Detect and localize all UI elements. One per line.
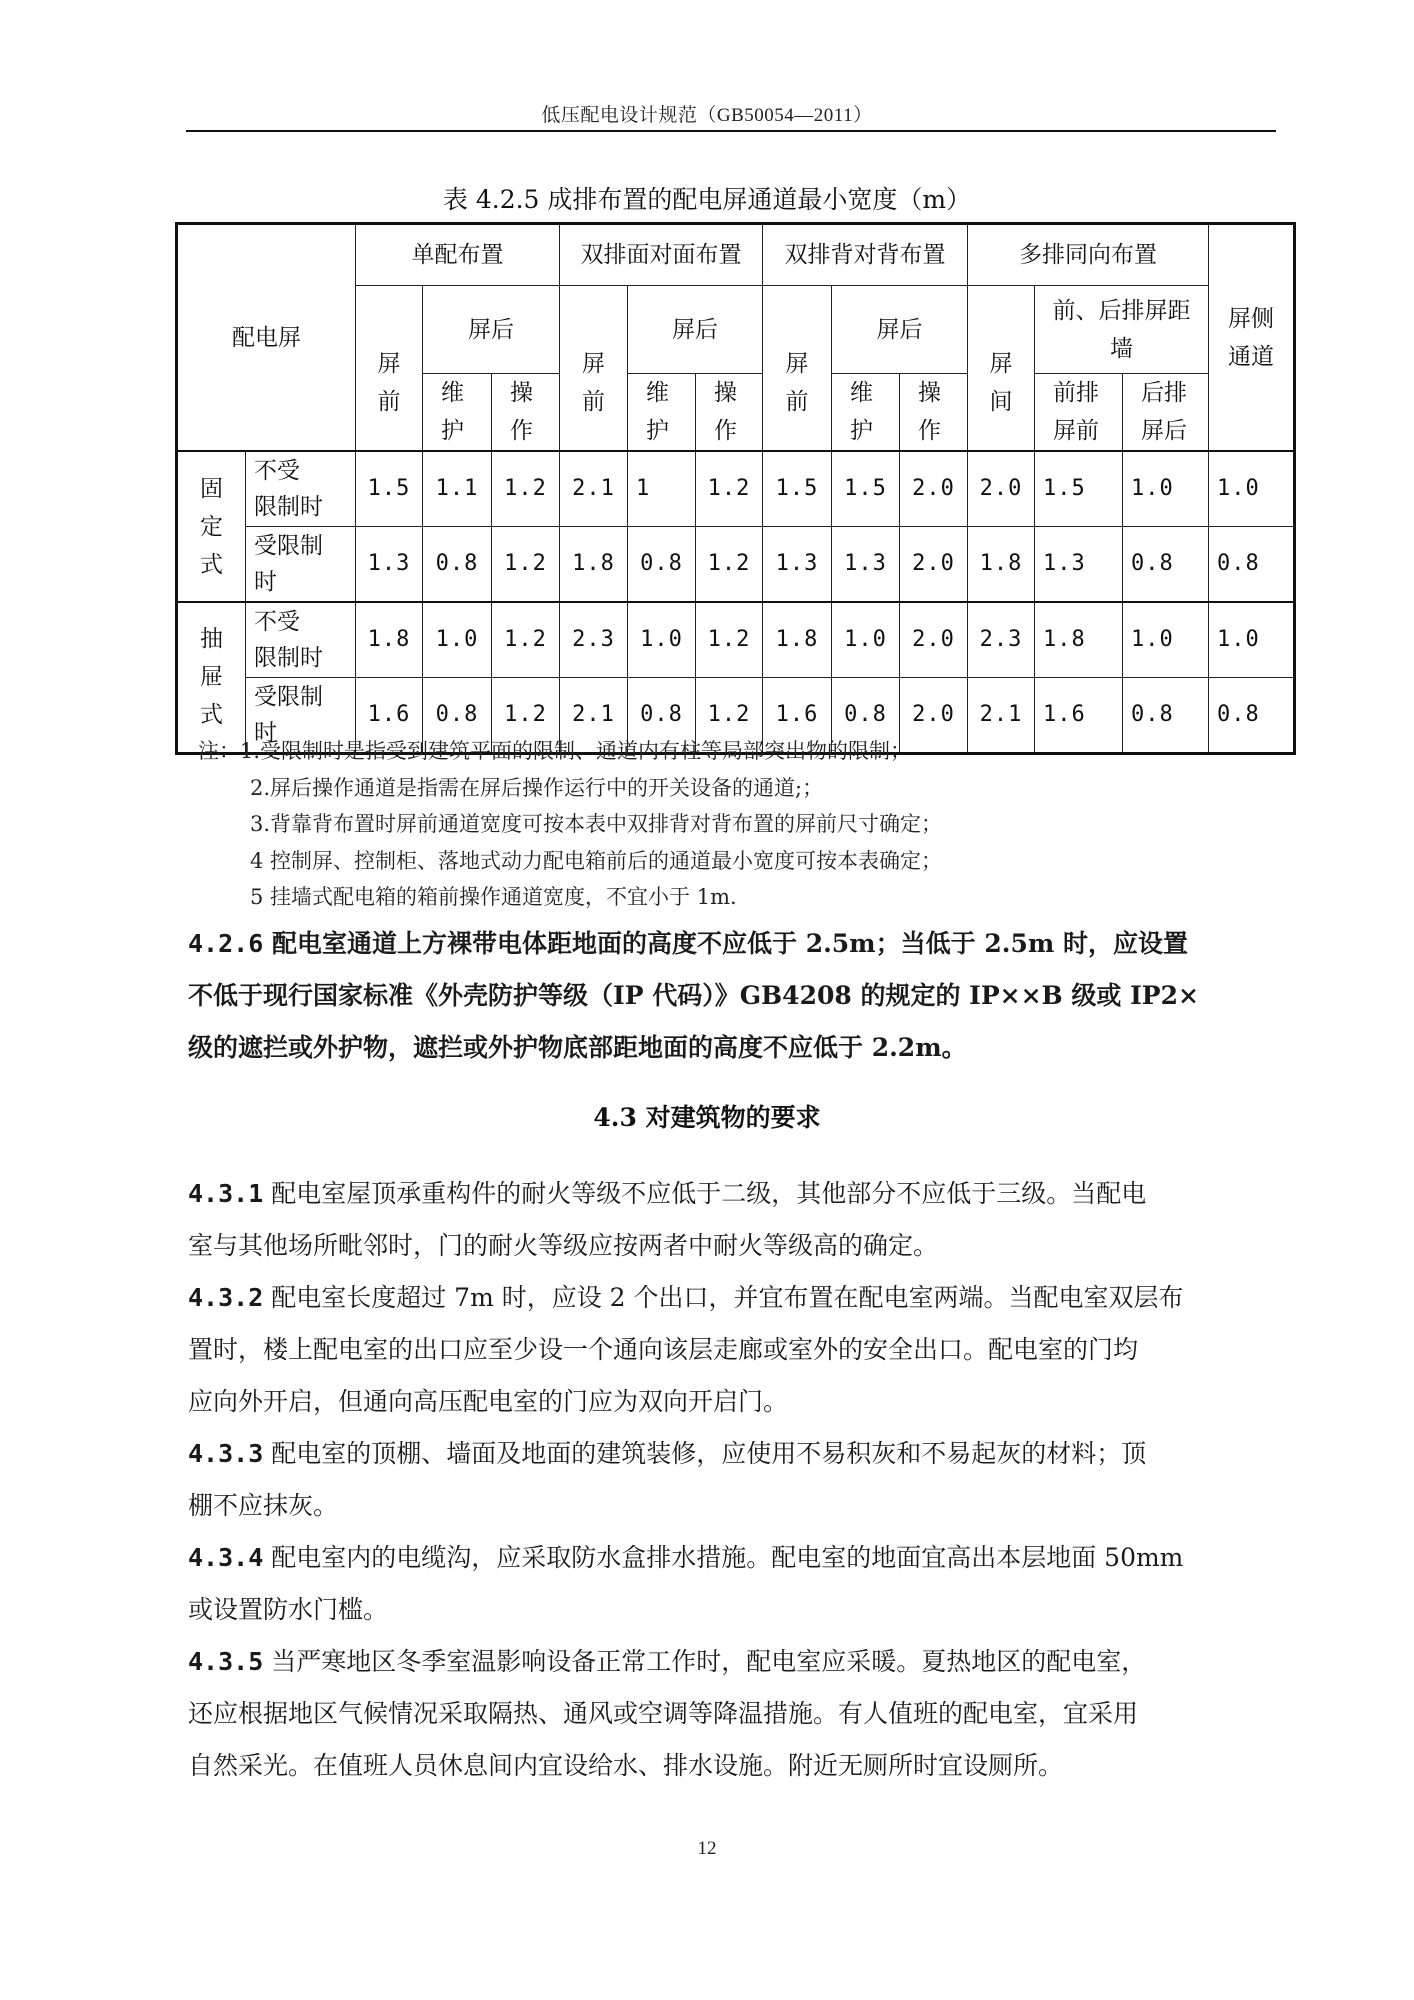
cell: 1.0 [832, 602, 900, 677]
clause-text: 配电室的顶棚、墙面及地面的建筑装修，应使用不易积灰和不易起灰的材料；顶 [271, 1439, 1147, 1468]
header-text: 作 [714, 418, 737, 444]
cell: 1.8 [356, 602, 423, 677]
cell: 0.8 [1123, 677, 1209, 753]
corner-label: 配电屏 [177, 224, 356, 452]
clause-number: 4.2.6 [188, 929, 264, 958]
cell: 1.8 [968, 526, 1035, 602]
table-row [177, 602, 1295, 677]
header-text: 操 [918, 380, 941, 406]
clause-4-2-6 [188, 918, 1278, 1074]
type-char: 固 [200, 475, 223, 502]
cell: 1.5 [356, 451, 423, 526]
clause-text: 配电室屋顶承重构件的耐火等级不应低于二级，其他部分不应低于三级。当配电 [271, 1179, 1147, 1208]
clause-line [188, 1532, 1278, 1584]
condition-text: 受限制 [254, 683, 323, 710]
between-screens-header [968, 286, 1035, 452]
cell: 1.0 [1209, 451, 1295, 526]
clause-line: 应向外开启，但通向高压配电室的门应为双向开启门。 [188, 1387, 789, 1416]
passage-width-table [175, 222, 1296, 755]
type-label-fixed [177, 451, 246, 602]
cell: 0.8 [1209, 677, 1295, 753]
header-text: 操 [510, 380, 533, 406]
group-header: 双排背对背布置 [763, 224, 968, 286]
cell: 0.8 [628, 526, 696, 602]
cell: 1.2 [696, 526, 763, 602]
cell: 1.6 [1035, 677, 1123, 753]
clause-number: 4.3.1 [188, 1179, 264, 1208]
condition-text: 不受 [254, 457, 300, 484]
cell: 2.0 [968, 451, 1035, 526]
clause-line: 自然采光。在值班人员休息间内宜设给水、排水设施。附近无厕所时宜设厕所。 [188, 1751, 1064, 1780]
clause-line: 不低于现行国家标准《外壳防护等级（IP 代码）》GB4208 的规定的 IP××B 级或 IP2× [188, 981, 1199, 1010]
clause-number: 4.3.3 [188, 1439, 264, 1468]
operation-header [492, 374, 560, 452]
note-text: 1.受限制时是指受到建筑平面的限制、通道内有柱等局部突出物的限制； [240, 739, 912, 763]
screen-front-header [560, 286, 628, 452]
cell: 0.8 [423, 677, 492, 753]
screen-front-header [356, 286, 423, 452]
clause-line: 或设置防水门槛。 [188, 1595, 389, 1624]
table-caption: 表 4.2.5 成排布置的配电屏通道最小宽度（m） [442, 185, 972, 214]
screen-front-header [763, 286, 832, 452]
screen-back-header: 屏后 [832, 286, 968, 374]
clause-line: 棚不应抹灰。 [188, 1491, 339, 1520]
type-char: 式 [200, 702, 223, 729]
rows-to-wall-header: 前、后排屏距墙 [1035, 286, 1209, 374]
table-row [177, 451, 1295, 526]
clause-line [188, 1272, 1278, 1324]
cell: 1.2 [696, 677, 763, 753]
cell: 2.0 [900, 677, 968, 753]
cell: 1.2 [492, 602, 560, 677]
condition-label [246, 451, 356, 526]
note-item: 2.屏后操作通道是指需在屏后操作运行中的开关设备的通道;； [250, 775, 824, 800]
header-text: 作 [918, 418, 941, 444]
table-notes [198, 733, 942, 916]
cell: 0.8 [1209, 526, 1295, 602]
clause-line [188, 1168, 1278, 1220]
cell: 1.0 [1123, 602, 1209, 677]
cell: 1.2 [696, 602, 763, 677]
type-label-drawer [177, 602, 246, 753]
cell: 1.8 [560, 526, 628, 602]
clause-number: 4.3.2 [188, 1283, 264, 1312]
cell: 1.6 [356, 677, 423, 753]
front-row-front-header [1035, 374, 1123, 452]
header-text: 屏 [377, 351, 401, 377]
cell: 1.8 [763, 602, 832, 677]
header-text: 屏 [582, 351, 605, 377]
condition-text: 限制时 [254, 644, 323, 671]
cell: 1.0 [1123, 451, 1209, 526]
cell: 1.2 [492, 451, 560, 526]
cell: 1.0 [423, 602, 492, 677]
type-char: 式 [200, 551, 223, 578]
header-rule [186, 130, 1276, 132]
header-text: 护 [646, 418, 669, 444]
group-header: 多排同向布置 [968, 224, 1209, 286]
clause-text: 配电室内的电缆沟，应采取防水盒排水措施。配电室的地面宜高出本层地面 50mm [271, 1543, 1184, 1572]
header-text: 通道 [1228, 343, 1275, 370]
group-header: 单配布置 [356, 224, 560, 286]
header-text: 护 [850, 418, 873, 444]
clause-number: 4.3.5 [188, 1647, 264, 1676]
clause-line [188, 918, 1278, 970]
cell: 1.5 [1035, 451, 1123, 526]
header-text: 屏 [989, 351, 1013, 377]
header-text: 操 [714, 380, 737, 406]
condition-text: 不受 [254, 608, 300, 635]
note-item: 5 挂墙式配电箱的箱前操作通道宽度，不宜小于 1m. [250, 885, 737, 909]
note-item: 3.背靠背布置时屏前通道宽度可按本表中双排背对背布置的屏前尺寸确定； [250, 812, 943, 836]
cell: 1 [628, 451, 696, 526]
clause-4-3-4 [188, 1532, 1278, 1636]
cell: 2.1 [560, 677, 628, 753]
type-char: 抽 [200, 626, 223, 653]
cell: 1.5 [763, 451, 832, 526]
clause-text: 配电室通道上方裸带电体距地面的高度不应低于 2.5m；当低于 2.5m 时，应设置 [271, 929, 1188, 958]
clause-4-3-2 [188, 1272, 1278, 1428]
header-text: 前 [785, 389, 809, 415]
clause-4-3-5 [188, 1636, 1278, 1792]
cell: 1.2 [492, 526, 560, 602]
condition-label [246, 526, 356, 602]
table-row [177, 526, 1295, 602]
cell: 2.1 [968, 677, 1035, 753]
cell: 0.8 [1123, 526, 1209, 602]
cell: 1.0 [628, 602, 696, 677]
cell: 1.3 [832, 526, 900, 602]
condition-text: 时 [254, 568, 277, 595]
header-text: 前 [377, 389, 401, 415]
header-text: 前排 [1053, 380, 1099, 406]
cell: 2.3 [968, 602, 1035, 677]
note-item: 4 控制屏、控制柜、落地式动力配电箱前后的通道最小宽度可按本表确定； [250, 848, 943, 873]
header-text: 维 [441, 380, 464, 406]
header-text: 维 [646, 380, 669, 406]
running-head: 低压配电设计规范（GB50054—2011） [541, 105, 873, 126]
header-text: 护 [441, 418, 464, 444]
header-text: 间 [989, 389, 1013, 415]
screen-back-header: 屏后 [423, 286, 560, 374]
clause-text: 配电室长度超过 7m 时，应设 2 个出口，并宜布置在配电室两端。当配电室双层布 [271, 1283, 1184, 1312]
cell: 2.0 [900, 526, 968, 602]
clause-line [188, 1636, 1278, 1688]
condition-label [246, 602, 356, 677]
maintenance-header [832, 374, 900, 452]
cell: 1.2 [492, 677, 560, 753]
operation-header [900, 374, 968, 452]
header-text: 后排 [1141, 380, 1187, 406]
header-row-groups [177, 224, 1295, 286]
clause-line: 室与其他场所毗邻时，门的耐火等级应按两者中耐火等级高的确定。 [188, 1231, 939, 1260]
clause-4-3-3 [188, 1428, 1278, 1532]
cell: 0.8 [423, 526, 492, 602]
cell: 1.6 [763, 677, 832, 753]
condition-text: 受限制 [254, 532, 323, 559]
header-text: 维 [850, 380, 873, 406]
clause-line: 置时，楼上配电室的出口应至少设一个通向该层走廊或室外的安全出口。配电室的门均 [188, 1335, 1139, 1364]
clause-number: 4.3.4 [188, 1543, 264, 1572]
type-char: 定 [200, 513, 223, 540]
header-text: 屏侧 [1228, 305, 1275, 332]
condition-text: 时 [254, 719, 277, 746]
cell: 2.3 [560, 602, 628, 677]
cell: 0.8 [628, 677, 696, 753]
header-text: 前 [582, 389, 605, 415]
side-passage-header [1209, 224, 1295, 452]
cell: 2.1 [560, 451, 628, 526]
type-char: 屉 [200, 664, 223, 691]
header-text: 屏前 [1053, 418, 1099, 444]
notes-prefix: 注： [198, 739, 240, 763]
cell: 1.3 [763, 526, 832, 602]
header-text: 作 [510, 418, 533, 444]
cell: 0.8 [832, 677, 900, 753]
cell: 2.0 [900, 451, 968, 526]
clause-line [188, 1428, 1278, 1480]
cell: 1.5 [832, 451, 900, 526]
clause-line: 还应根据地区气候情况采取隔热、通风或空调等降温措施。有人值班的配电室，宜采用 [188, 1699, 1139, 1728]
section-title: 4.3 对建筑物的要求 [593, 1103, 821, 1132]
back-row-back-header [1123, 374, 1209, 452]
maintenance-header [423, 374, 492, 452]
cell: 1.1 [423, 451, 492, 526]
header-text: 屏 [785, 351, 809, 377]
maintenance-header [628, 374, 696, 452]
cell: 1.0 [1209, 602, 1295, 677]
clause-line: 级的遮拦或外护物，遮拦或外护物底部距地面的高度不应低于 2.2m。 [188, 1033, 967, 1062]
cell: 1.3 [356, 526, 423, 602]
operation-header [696, 374, 763, 452]
condition-text: 限制时 [254, 493, 323, 520]
clause-text: 当严寒地区冬季室温影响设备正常工作时，配电室应采暖。夏热地区的配电室， [271, 1647, 1147, 1676]
note-item [198, 733, 942, 770]
screen-back-header: 屏后 [628, 286, 763, 374]
cell: 1.8 [1035, 602, 1123, 677]
page-number: 12 [697, 1838, 717, 1859]
cell: 1.3 [1035, 526, 1123, 602]
header-text: 屏后 [1141, 418, 1187, 444]
clause-4-3-1 [188, 1168, 1278, 1272]
group-header: 双排面对面布置 [560, 224, 763, 286]
cell: 1.2 [696, 451, 763, 526]
cell: 2.0 [900, 602, 968, 677]
